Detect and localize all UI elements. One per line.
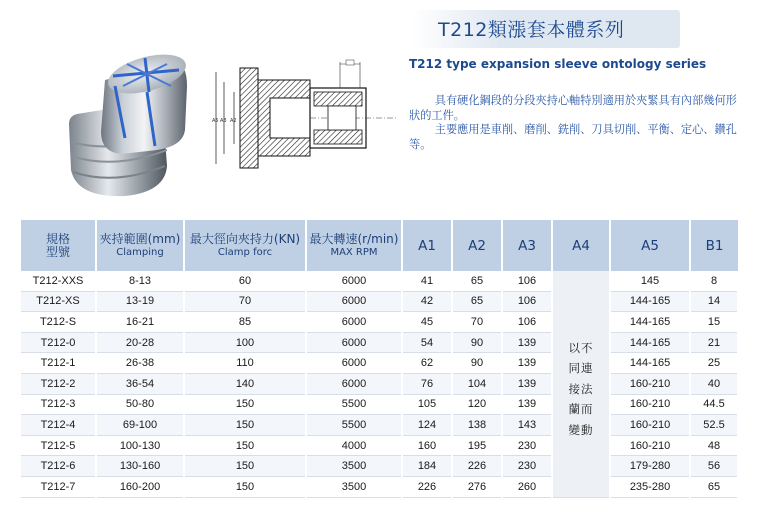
- cell-a5: 179-280: [610, 456, 690, 477]
- cell-a3: 106: [502, 291, 552, 312]
- cell-a3: 139: [502, 332, 552, 353]
- cell-model: T212-7: [21, 476, 96, 497]
- col-header-a1: A1: [402, 220, 452, 271]
- cell-a5: 235-280: [610, 476, 690, 497]
- cell-a2: 138: [452, 415, 502, 436]
- cell-a2: 90: [452, 332, 502, 353]
- cell-b1: 52.5: [690, 415, 738, 436]
- table-row: [21, 312, 738, 333]
- table-row: [21, 476, 738, 497]
- technical-drawing: [210, 58, 400, 178]
- cell-a1: 62: [402, 353, 452, 374]
- cell-b1: 56: [690, 456, 738, 477]
- table-row: [21, 373, 738, 394]
- description: [409, 94, 739, 152]
- cell-a2: 70: [452, 312, 502, 333]
- cell-a5: 160-210: [610, 415, 690, 436]
- cell-a5: 160-210: [610, 373, 690, 394]
- cell-a3: 260: [502, 476, 552, 497]
- col-header-a2: A2: [452, 220, 502, 271]
- cell-clamping: 160-200: [96, 476, 184, 497]
- cell-a5: 144-165: [610, 353, 690, 374]
- cell-clamping: 13-19: [96, 291, 184, 312]
- cell-b1: 65: [690, 476, 738, 497]
- cell-a1: 226: [402, 476, 452, 497]
- cell-rpm: 3500: [306, 456, 402, 477]
- cell-model: T212-6: [21, 456, 96, 477]
- cell-a1: 54: [402, 332, 452, 353]
- table-row: [21, 271, 738, 291]
- cell-rpm: 6000: [306, 332, 402, 353]
- cell-a5: 144-165: [610, 312, 690, 333]
- table-body: [21, 271, 738, 497]
- cell-rpm: 6000: [306, 271, 402, 291]
- cell-model: T212-S: [21, 312, 96, 333]
- svg-text:A3: A3: [220, 118, 227, 124]
- col-header-model: 規格 型號: [21, 220, 96, 271]
- cell-clamping: 100-130: [96, 435, 184, 456]
- cell-a2: 104: [452, 373, 502, 394]
- page-subtitle: T212 type expansion sleeve ontology series: [409, 57, 707, 71]
- cell-b1: 48: [690, 435, 738, 456]
- cell-rpm: 5500: [306, 415, 402, 436]
- cell-b1: 8: [690, 271, 738, 291]
- cell-clamping: 69-100: [96, 415, 184, 436]
- table-row: [21, 394, 738, 415]
- cell-model: T212-5: [21, 435, 96, 456]
- col-header-force: 最大徑向夾持力(KN) Clamp forc: [184, 220, 306, 271]
- cell-force: 150: [184, 435, 306, 456]
- cell-rpm: 5500: [306, 394, 402, 415]
- cell-a2: 195: [452, 435, 502, 456]
- cell-a5: 160-210: [610, 435, 690, 456]
- cell-a5: 144-165: [610, 332, 690, 353]
- table-row: [21, 291, 738, 312]
- spec-table: [21, 220, 739, 498]
- cell-b1: 25: [690, 353, 738, 374]
- description-line-1: 具有硬化鋼段的分段夾持心軸特別適用於夾緊具有內部幾何形狀的工件。: [409, 94, 737, 122]
- cell-force: 150: [184, 456, 306, 477]
- table-row: [21, 332, 738, 353]
- cell-a3: 139: [502, 353, 552, 374]
- cell-force: 150: [184, 415, 306, 436]
- col-header-b1: B1: [690, 220, 738, 271]
- cell-force: 140: [184, 373, 306, 394]
- cell-clamping: 36-54: [96, 373, 184, 394]
- cell-model: T212-XXS: [21, 271, 96, 291]
- cell-a1: 105: [402, 394, 452, 415]
- cell-a3: 143: [502, 415, 552, 436]
- cell-model: T212-0: [21, 332, 96, 353]
- cell-a2: 90: [452, 353, 502, 374]
- cell-force: 100: [184, 332, 306, 353]
- cell-a3: 139: [502, 394, 552, 415]
- cell-model: T212-XS: [21, 291, 96, 312]
- cell-a2: 226: [452, 456, 502, 477]
- col-header-clamping: 夾持範圍(mm) Clamping: [96, 220, 184, 271]
- col-header-rpm: 最大轉速(r/min) MAX RPM: [306, 220, 402, 271]
- cell-model: T212-2: [21, 373, 96, 394]
- cell-clamping: 8-13: [96, 271, 184, 291]
- cell-b1: 14: [690, 291, 738, 312]
- cell-a3: 139: [502, 373, 552, 394]
- cell-force: 150: [184, 394, 306, 415]
- cell-rpm: 6000: [306, 312, 402, 333]
- cell-clamping: 16-21: [96, 312, 184, 333]
- cell-a3: 106: [502, 312, 552, 333]
- cell-a2: 276: [452, 476, 502, 497]
- cell-a2: 65: [452, 271, 502, 291]
- page-title: T212類漲套本體系列: [438, 19, 625, 41]
- cell-b1: 40: [690, 373, 738, 394]
- cell-a3: 230: [502, 435, 552, 456]
- cell-force: 85: [184, 312, 306, 333]
- cell-a3: 230: [502, 456, 552, 477]
- cell-clamping: 130-160: [96, 456, 184, 477]
- table-row: [21, 456, 738, 477]
- cell-a5: 144-165: [610, 291, 690, 312]
- cell-clamping: 20-28: [96, 332, 184, 353]
- product-photo: [55, 46, 195, 202]
- table-row: [21, 415, 738, 436]
- cell-model: T212-4: [21, 415, 96, 436]
- table-header-row: [21, 220, 738, 271]
- cell-force: 70: [184, 291, 306, 312]
- cell-b1: 21: [690, 332, 738, 353]
- cell-a1: 160: [402, 435, 452, 456]
- cell-a1: 76: [402, 373, 452, 394]
- col-header-a4: A4: [552, 220, 610, 271]
- description-line-2: 主要應用是車削、磨削、銑削、刀具切削、平衡、定心、鑽孔等。: [409, 123, 737, 151]
- cell-a3: 106: [502, 271, 552, 291]
- cell-rpm: 6000: [306, 373, 402, 394]
- cell-force: 150: [184, 476, 306, 497]
- cell-force: 60: [184, 271, 306, 291]
- cell-a1: 124: [402, 415, 452, 436]
- cell-a1: 42: [402, 291, 452, 312]
- cell-clamping: 26-38: [96, 353, 184, 374]
- table-row: [21, 353, 738, 374]
- cell-a5: 160-210: [610, 394, 690, 415]
- cell-a1: 41: [402, 271, 452, 291]
- cell-rpm: 6000: [306, 291, 402, 312]
- cell-a5: 145: [610, 271, 690, 291]
- cell-force: 110: [184, 353, 306, 374]
- cell-model: T212-1: [21, 353, 96, 374]
- cell-b1: 15: [690, 312, 738, 333]
- cell-a2: 65: [452, 291, 502, 312]
- cell-b1: 44.5: [690, 394, 738, 415]
- col-header-a5: A5: [610, 220, 690, 271]
- cell-a4-merged: [552, 271, 610, 497]
- table-row: [21, 435, 738, 456]
- cell-a2: 120: [452, 394, 502, 415]
- cell-a1: 184: [402, 456, 452, 477]
- cell-rpm: 4000: [306, 435, 402, 456]
- col-header-a3: A3: [502, 220, 552, 271]
- cell-a1: 45: [402, 312, 452, 333]
- cell-clamping: 50-80: [96, 394, 184, 415]
- cell-model: T212-3: [21, 394, 96, 415]
- a4-note: 以不 同連 接法 蘭而 變動: [568, 340, 594, 437]
- cell-rpm: 3500: [306, 476, 402, 497]
- svg-text:A5: A5: [212, 118, 219, 124]
- svg-text:A2: A2: [230, 118, 237, 124]
- cell-rpm: 6000: [306, 353, 402, 374]
